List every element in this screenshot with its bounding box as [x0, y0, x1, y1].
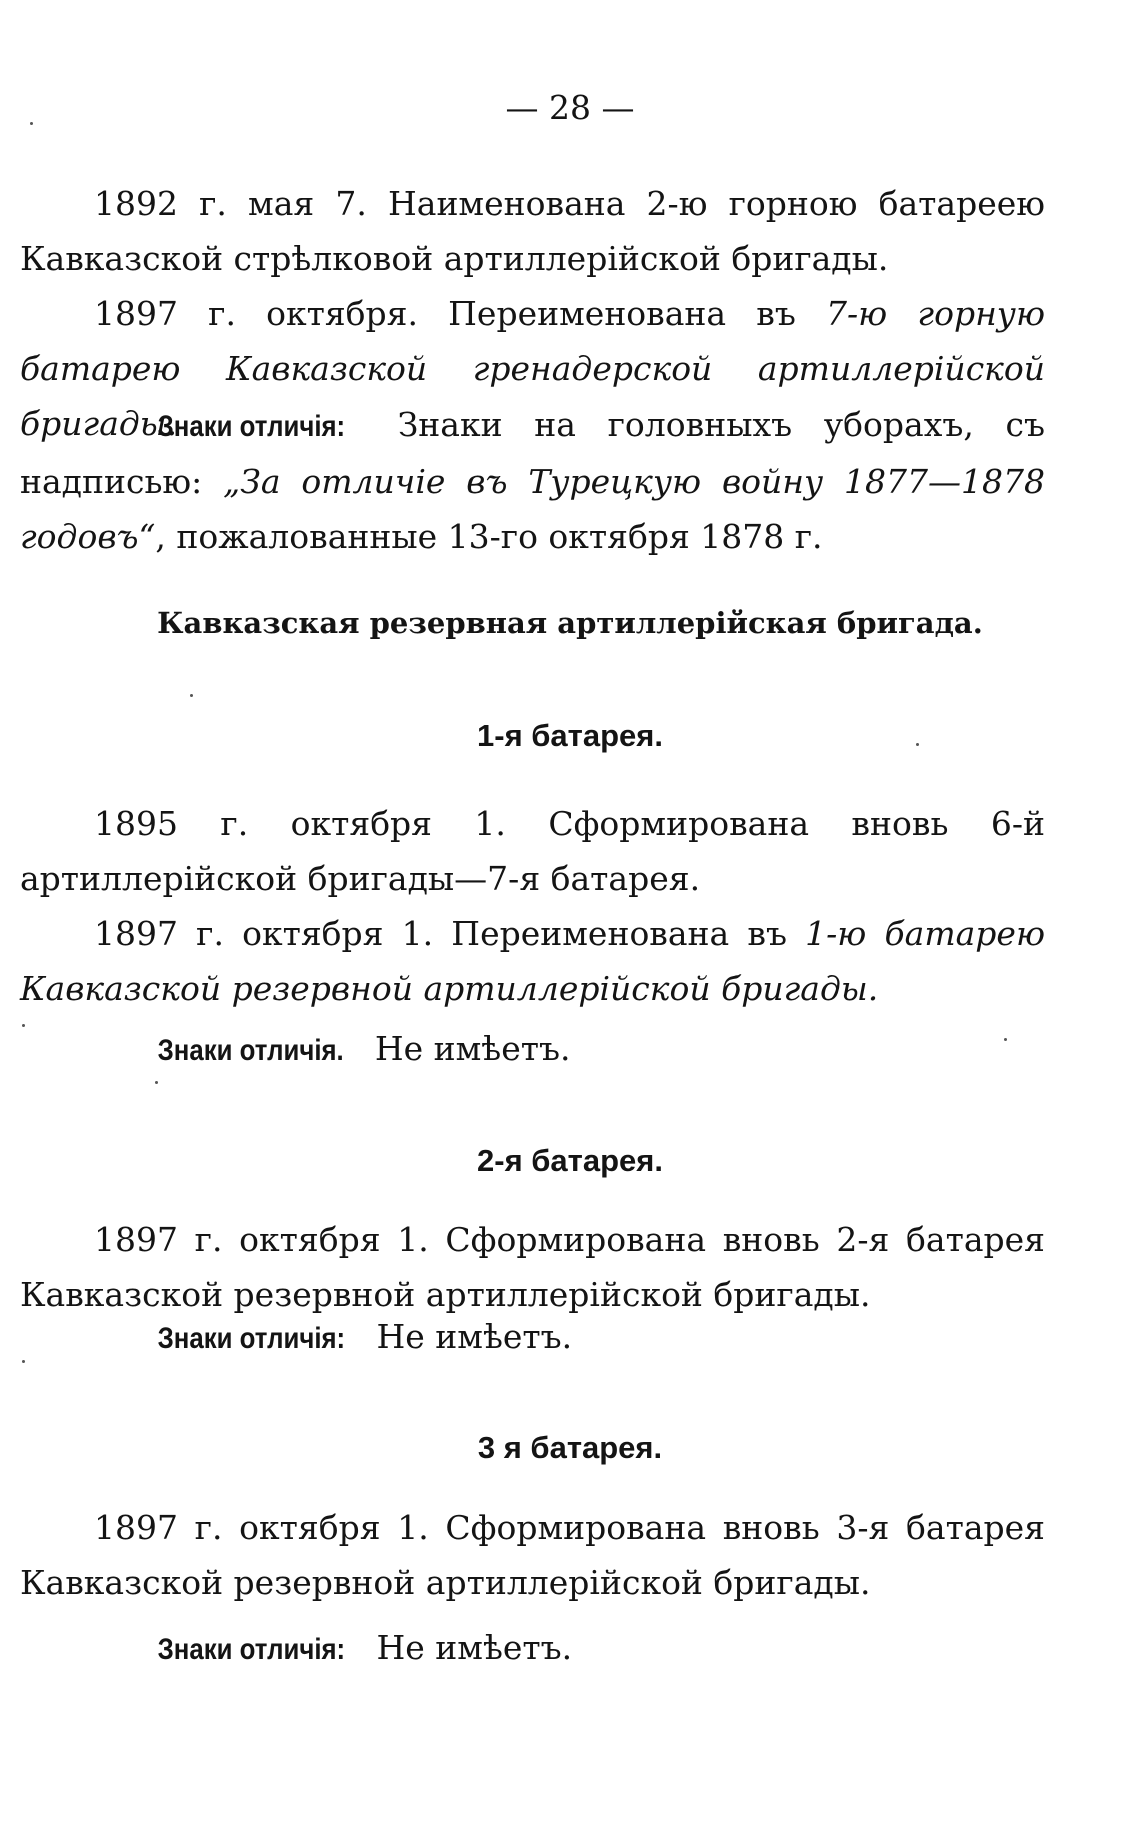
battery-2-distinctions	[20, 1309, 1045, 1366]
distinctions-label: Знаки отличія:	[157, 410, 346, 443]
paragraph-1892	[20, 176, 1045, 286]
distinctions-paragraph	[20, 397, 1045, 564]
paragraph-text: Не имѣетъ.	[366, 1628, 573, 1667]
paragraph-tail: , пожалованные 13-го октября 1878 г.	[155, 517, 823, 556]
distinctions-label: Знаки отличія:	[157, 1322, 346, 1355]
scan-speck	[22, 1360, 25, 1363]
page-number: — 28 —	[505, 88, 635, 127]
battery-2-formation: 1897 г. октября 1. Сформирована вновь 2-я батарея Кавказской резервной артиллерійской бригады.	[20, 1220, 1045, 1314]
scan-speck	[916, 743, 919, 746]
brigade-heading: Кавказская резервная артиллерійская бригада.	[157, 606, 983, 640]
scan-speck	[190, 694, 193, 697]
scan-speck	[22, 1024, 25, 1027]
date: 1897 г. октября.	[94, 294, 418, 333]
paragraph-text: Не имѣетъ.	[366, 1317, 573, 1356]
battery-3-distinctions	[20, 1620, 1045, 1677]
battery-1-renaming	[20, 906, 1045, 1016]
paragraph-text: Не имѣетъ.	[364, 1029, 571, 1068]
distinctions-label: Знаки отличія:	[157, 1633, 346, 1666]
battery-3-heading: 3 я батарея.	[477, 1430, 663, 1465]
date: 1892 г. мая 7.	[94, 184, 367, 223]
paragraph-text: Знаки на головныхъ уборахъ, съ надписью:	[20, 405, 1045, 501]
battery-2-heading: 2-я батарея.	[477, 1143, 663, 1178]
paragraph-text: Наименована 2-ю горною батареею Кавказской стрѣлковой артиллерійской бригады.	[20, 184, 1045, 278]
scan-speck	[155, 1081, 158, 1084]
paragraph-text: Переименована въ	[417, 294, 827, 333]
scan-speck	[1004, 1038, 1007, 1041]
scan-speck	[30, 122, 33, 125]
italic-text: 7-ю горную батарею Кавказской гренадерской артиллерійской бригады.	[20, 294, 1046, 443]
italic-text: 1-ю батарею Кавказской резервной артиллерійской бригады.	[20, 914, 1045, 1008]
inscription-text: „За отличіе въ Турецкую войну 1877—1878 годовъ“	[20, 462, 1045, 556]
battery-3-formation: 1897 г. октября 1. Сформирована вновь 3-я батарея Кавказской резервной артиллерійской бригады.	[20, 1508, 1045, 1602]
paragraph-text: 1897 г. октября 1. Переименована въ	[94, 914, 806, 953]
battery-1-heading: 1-я батарея.	[477, 718, 663, 753]
battery-1-distinctions	[20, 1021, 1045, 1078]
battery-1-formation: 1895 г. октября 1. Сформирована вновь 6-й артиллерійской бригады—7-я батарея.	[20, 804, 1045, 898]
distinctions-label: Знаки отличія.	[157, 1034, 344, 1067]
